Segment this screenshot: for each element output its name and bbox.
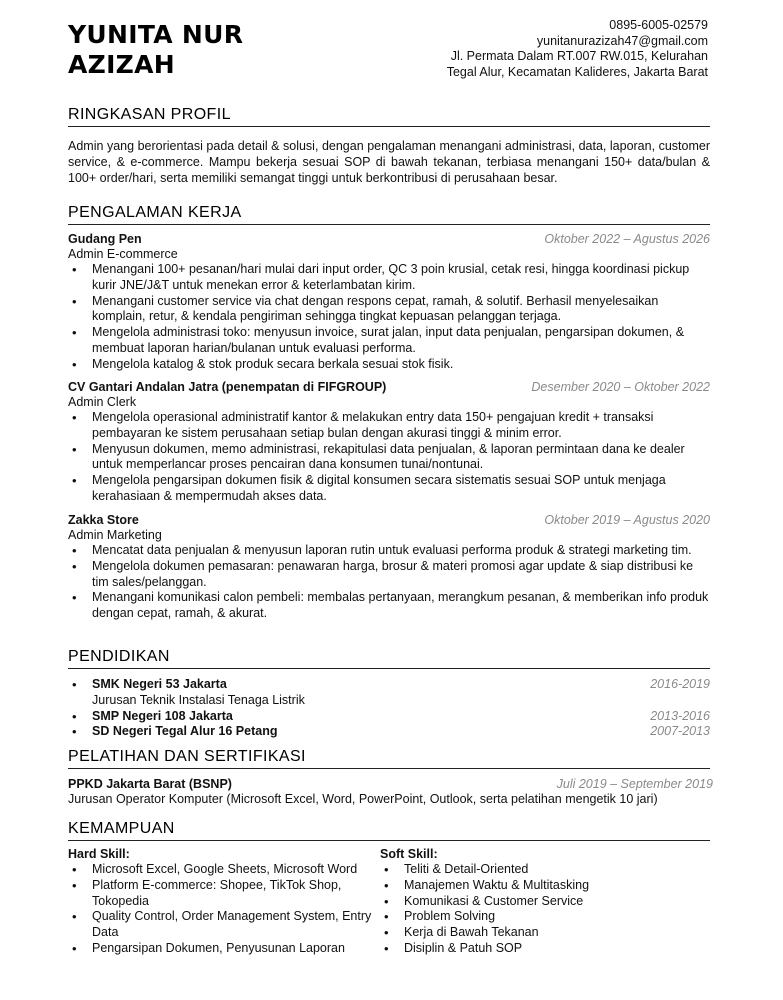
school-major: Jurusan Teknik Instalasi Tenaga Listrik — [92, 692, 305, 707]
soft-skills-list — [380, 862, 710, 957]
list-item: • Manajemen Waktu & Multitasking — [380, 878, 710, 894]
training-entry — [68, 777, 713, 807]
list-item: • Menangani customer service via chat dengan respons cepat, ramah, & solutif. Berhasil menyelesaikan komplain, retur, & kendala pengiriman sehingga tingkat kepuasan pelanggan terjaga. — [68, 294, 710, 326]
list-item: • Mengelola operasional administratif kantor & melakukan entry data 150+ pengajuan kredit + transaksi pembayaran ke sistem perusahaan setiap bulan dengan akurasi tinggi & minim error. — [68, 410, 710, 442]
hard-skills-list — [68, 862, 380, 957]
list-item: • Mengelola katalog & stok produk secara berkala sesuai stok fisik. — [68, 357, 710, 373]
list-item: • Menangani komunikasi calon pembeli: membalas pertanyaan, merangkum pesanan, & memberikan info produk dengan cepat, ramah, & akurat. — [68, 590, 710, 622]
job-entry-1 — [68, 232, 710, 373]
list-item: • Microsoft Excel, Google Sheets, Microsoft Word — [68, 862, 380, 878]
school-years: 2016-2019 — [650, 677, 710, 691]
list-item: • Menangani 100+ pesanan/hari mulai dari input order, QC 3 poin krusial, cetak resi, hingga koordinasi pickup kurir JNE/J&T untuk menekan error & keterlambatan kirim. — [68, 262, 710, 294]
list-item: • Kerja di Bawah Tekanan — [380, 925, 710, 941]
school-name: • SMP Negeri 108 Jakarta — [92, 708, 233, 723]
hard-skills-title: Hard Skill: — [68, 847, 130, 861]
address-line-1: Jl. Permata Dalam RT.007 RW.015, Kelurahan — [450, 49, 708, 63]
job-role: Admin Clerk — [68, 395, 137, 409]
section-title-skills: KEMAMPUAN — [68, 820, 710, 841]
job-date: Oktober 2022 – Agustus 2026 — [544, 232, 710, 246]
job-entry-3 — [68, 513, 710, 622]
section-title-profile: RINGKASAN PROFIL — [68, 106, 710, 127]
list-item: • Disiplin & Patuh SOP — [380, 941, 710, 957]
list-item: • Problem Solving — [380, 909, 710, 925]
training-desc: Jurusan Operator Komputer (Microsoft Excel, Word, PowerPoint, Outlook, serta pelatihan mengetik 10 jari) — [68, 792, 658, 806]
training-org: PPKD Jakarta Barat (BSNP) — [68, 777, 232, 791]
list-item: • Mengelola pengarsipan dokumen fisik & digital konsumen secara sistematis sesuai SOP untuk menjaga kerahasiaan & mempermudah akses data. — [68, 473, 710, 505]
email-address: yunitanurazizah47@gmail.com — [536, 33, 708, 48]
hard-skills-column — [68, 847, 380, 957]
list-item — [68, 677, 710, 709]
school-name: • SMK Negeri 53 Jakarta — [92, 677, 227, 691]
school-years: 2007-2013 — [650, 724, 710, 739]
school-name: • SD Negeri Tegal Alur 16 Petang — [92, 724, 278, 739]
list-item — [68, 724, 710, 740]
job-date: Desember 2020 – Oktober 2022 — [531, 380, 710, 394]
profile-summary: Admin yang berorientasi pada detail & solusi, dengan pengalaman menangani administrasi, data, laporan, customer service, & e-commerce. Mampu bekerja sesuai SOP di bawah tekanan, terbiasa menangani 150+ data/bulan & 100+ order/hari, serta memiliki semangat tinggi untuk berkontribusi di perusahaan besar. — [68, 139, 710, 185]
job-date: Oktober 2019 – Agustus 2020 — [544, 513, 710, 527]
job-company: Gudang Pen — [68, 232, 142, 246]
list-item: • Menyusun dokumen, memo administrasi, rekapitulasi data penjualan, & laporan permintaan dana ke dealer untuk memperlancar proses pencairan dana konsumen tunai/nontunai. — [68, 442, 710, 474]
job-company: CV Gantari Andalan Jatra (penempatan di FIFGROUP) — [68, 380, 387, 394]
list-item: • Platform E-commerce: Shopee, TikTok Shop, Tokopedia — [68, 878, 380, 910]
section-title-experience: PENGALAMAN KERJA — [68, 204, 710, 225]
job-company: Zakka Store — [68, 513, 139, 527]
phone-number: 0895-6005-02579 — [609, 18, 708, 32]
training-date: Juli 2019 – September 2019 — [556, 777, 713, 791]
list-item: • Mencatat data penjualan & menyusun laporan rutin untuk evaluasi performa produk & strategi marketing tim. — [68, 543, 710, 559]
job-bullets — [68, 410, 710, 505]
soft-skills-title: Soft Skill: — [380, 847, 438, 861]
contact-block — [447, 18, 708, 80]
list-item: • Mengelola administrasi toko: menyusun invoice, surat jalan, input data penjualan, pengarsipan dokumen, & membuat laporan harian/bulanan untuk evaluasi performa. — [68, 325, 710, 357]
address-line-2: Tegal Alur, Kecamatan Kalideres, Jakarta Barat — [446, 64, 708, 79]
list-item: • Mengelola dokumen pemasaran: penawaran harga, brosur & materi promosi agar update & siap distribusi ke tim sales/pelanggan. — [68, 559, 710, 591]
job-role: Admin E-commerce — [68, 247, 178, 261]
list-item: • Komunikasi & Customer Service — [380, 894, 710, 910]
education-list — [68, 677, 710, 740]
section-title-education: PENDIDIKAN — [68, 648, 710, 669]
list-item: • Pengarsipan Dokumen, Penyusunan Laporan — [68, 941, 380, 957]
job-bullets — [68, 262, 710, 373]
list-item — [68, 709, 710, 725]
candidate-name: YUNITA NUR AZIZAH — [68, 20, 244, 79]
soft-skills-column — [380, 847, 710, 957]
job-role: Admin Marketing — [68, 528, 162, 542]
skills-columns — [68, 847, 710, 957]
section-title-training: PELATIHAN DAN SERTIFIKASI — [68, 748, 710, 769]
list-item: • Teliti & Detail-Oriented — [380, 862, 710, 878]
job-entry-2 — [68, 380, 710, 505]
job-bullets — [68, 543, 710, 622]
list-item: • Quality Control, Order Management System, Entry Data — [68, 909, 380, 941]
school-years: 2013-2016 — [650, 708, 710, 723]
